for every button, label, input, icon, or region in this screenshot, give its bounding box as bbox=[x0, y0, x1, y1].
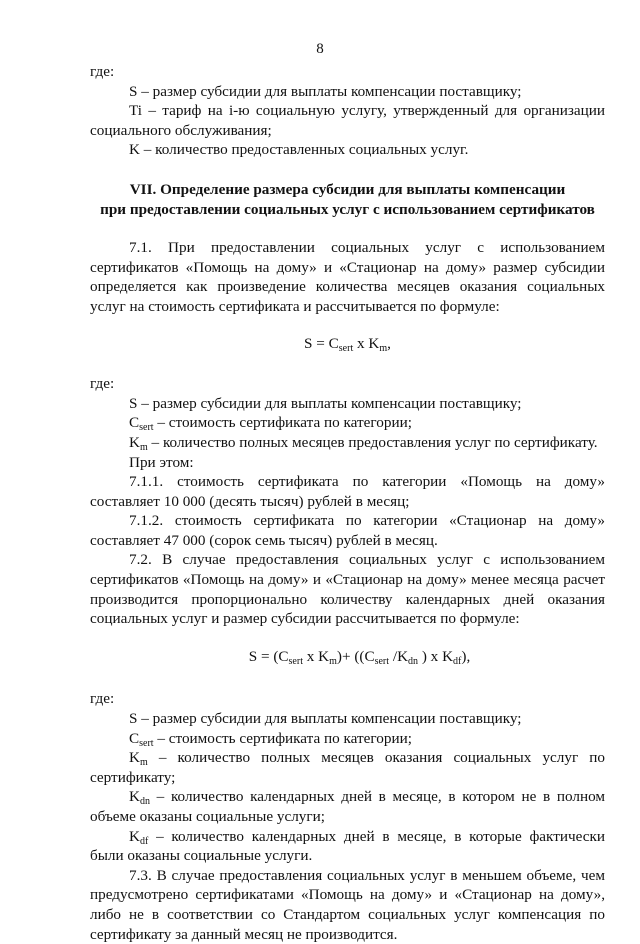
paragraph-7-3: 7.3. В случае предоставления социальных услуг в меньшем объеме, чем предусмотрено сертификатами «Помощь на дому» и «Стационар на дому», либо не в соответствии со Стандартом социальных услуг компенсация по сертификату за данный месяц не производится. bbox=[90, 866, 605, 943]
formula-2: $S = (C_{sert}$ x $K_m)+ ((C_{sert}$ $/K_{dn}$ ) x $K_{df}$), bbox=[248, 647, 471, 667]
paragraph-7-1-2: 7.1.2. стоимость сертификата по категории «Стационар на дому» составляет 47 000 (сорок семь тысяч) рублей в месяц. bbox=[90, 512, 605, 549]
page-content bbox=[90, 62, 605, 944]
definition-s: S – размер субсидии для выплаты компенсации поставщику; bbox=[129, 710, 522, 728]
definition-k-m: $K_m$ – количество полных месяцев предоставления услуг по сертификату. bbox=[129, 433, 598, 453]
where-label: где: bbox=[90, 690, 115, 708]
where-label: где: bbox=[90, 375, 115, 393]
where-label: где: bbox=[90, 63, 115, 80]
definition-c-sert: $C_{sert}$ – стоимость сертификата по категории; bbox=[129, 729, 412, 749]
page-number: 8 bbox=[316, 41, 324, 57]
paragraph-7-1: 7.1. При предоставлении социальных услуг с использованием сертификатов «Помощь на дому» и «Стационар на дому» размер субсидии определяется как произведение количества месяцев оказания социальных услуг на стоимость сертификата и рассчитывается по формуле: bbox=[90, 239, 605, 315]
section-heading bbox=[90, 180, 605, 219]
definition-k-dn: $K_{dn}$ – количество календарных дней в месяце, в котором не в полном объеме оказаны социальные услуги; bbox=[90, 788, 605, 825]
section-heading-line2: при предоставлении социальных услуг с использованием сертификатов bbox=[100, 200, 595, 218]
paragraph-7-1-1: 7.1.1. стоимость сертификата по категории «Помощь на дому» составляет 10 000 (десять тысяч) рублей в месяц; bbox=[90, 473, 605, 510]
definition-s: S – размер субсидии для выплаты компенсации поставщику; bbox=[129, 394, 522, 412]
definition-ti: Ti – тариф на i-ю социальную услугу, утвержденный для организации социального обслуживания; bbox=[90, 102, 605, 139]
definition-s: S – размер субсидии для выплаты компенсации поставщику; bbox=[129, 82, 522, 100]
definition-c-sert: $C_{sert}$ – стоимость сертификата по категории; bbox=[129, 414, 412, 434]
definition-k-m: $K_m$ – количество полных месяцев оказания социальных услуг по сертификату; bbox=[90, 749, 605, 786]
section-heading-line1: VII. Определение размера субсидии для выплаты компенсации bbox=[129, 180, 566, 198]
pri-etom: При этом: bbox=[129, 453, 194, 471]
definition-k-df: $K_{df}$ – количество календарных дней в месяце, в которые фактически были оказаны социальные услуги. bbox=[90, 827, 605, 865]
paragraph-7-2: 7.2. В случае предоставления социальных услуг с использованием сертификатов «Помощь на дому» и «Стационар на дому» менее месяца расчет производится пропорционально количеству календарных дней оказания социальных услуг и размер субсидии рассчитывается по формуле: bbox=[90, 551, 605, 628]
formula-1: $S = C_{sert}$ x $K_m$, bbox=[304, 334, 391, 354]
definition-k: K – количество предоставленных социальных услуг. bbox=[129, 141, 469, 159]
